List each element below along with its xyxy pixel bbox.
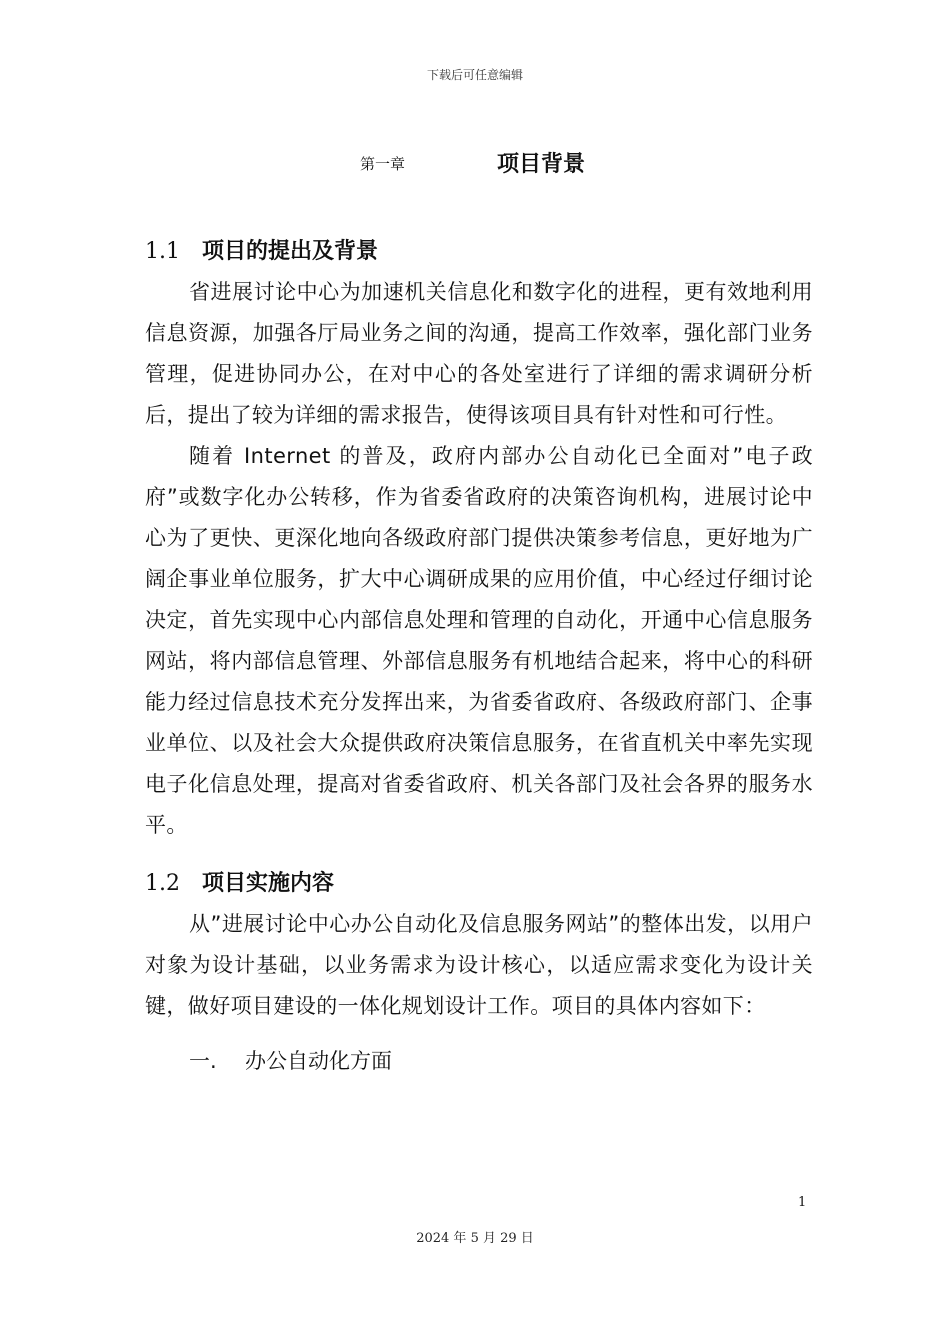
chapter-heading [0, 145, 950, 181]
section-heading-1-2 [145, 864, 813, 904]
section-heading-1-1 [145, 232, 813, 272]
footer-date: 2024 年 5 月 29 日 [416, 1231, 534, 1246]
paragraph: 从”进展讨论中心办公自动化及信息服务网站”的整体出发，以用户对象为设计基础，以业务需求为设计核心，以适应需求变化为设计关键，做好项目建设的一体化规划设计工作。项目的具体内容如下： [145, 912, 813, 1018]
chapter-title: 项目背景 [497, 152, 586, 177]
header-note: 下载后可任意编辑 [426, 68, 523, 82]
chapter-number: 第一章 [360, 155, 406, 173]
section-number: 1.2 [145, 871, 180, 896]
paragraph: 随着 Internet 的普及，政府内部办公自动化已全面对”电子政府”或数字化办公转移，作为省委省政府的决策咨询机构，进展讨论中心为了更快、更深化地向各级政府部门提供决策参考信息，更好地为广阔企事业单位服务，扩大中心调研成果的应用价值，中心经过仔细讨论决定，首先实现中心内部信息处理和管理的自动化，开通中心信息服务网站，将内部信息管理、外部信息服务有机地结合起来，将中心的科研能力经过信息技术充分发挥出来，为省委省政府、各级政府部门、企事业单位、以及社会大众提供政府决策信息服务，在省直机关中率先实现电子化信息处理，提高对省委省政府、机关各部门及社会各界的服务水平。 [145, 444, 813, 837]
section-number: 1.1 [145, 239, 180, 264]
section-title: 项目实施内容 [202, 871, 335, 896]
section-title: 项目的提出及背景 [202, 239, 379, 264]
list-marker: 一. [189, 1049, 217, 1073]
page-number: 1 [798, 1195, 807, 1210]
document-body [145, 232, 813, 1081]
list-item-text: 办公自动化方面 [245, 1049, 392, 1073]
list-item [145, 1041, 813, 1081]
paragraph: 省进展讨论中心为加速机关信息化和数字化的进程，更有效地利用信息资源，加强各厅局业务之间的沟通，提高工作效率，强化部门业务管理，促进协同办公，在对中心的各处室进行了详细的需求调研分析后，提出了较为详细的需求报告，使得该项目具有针对性和可行性。 [145, 280, 813, 427]
